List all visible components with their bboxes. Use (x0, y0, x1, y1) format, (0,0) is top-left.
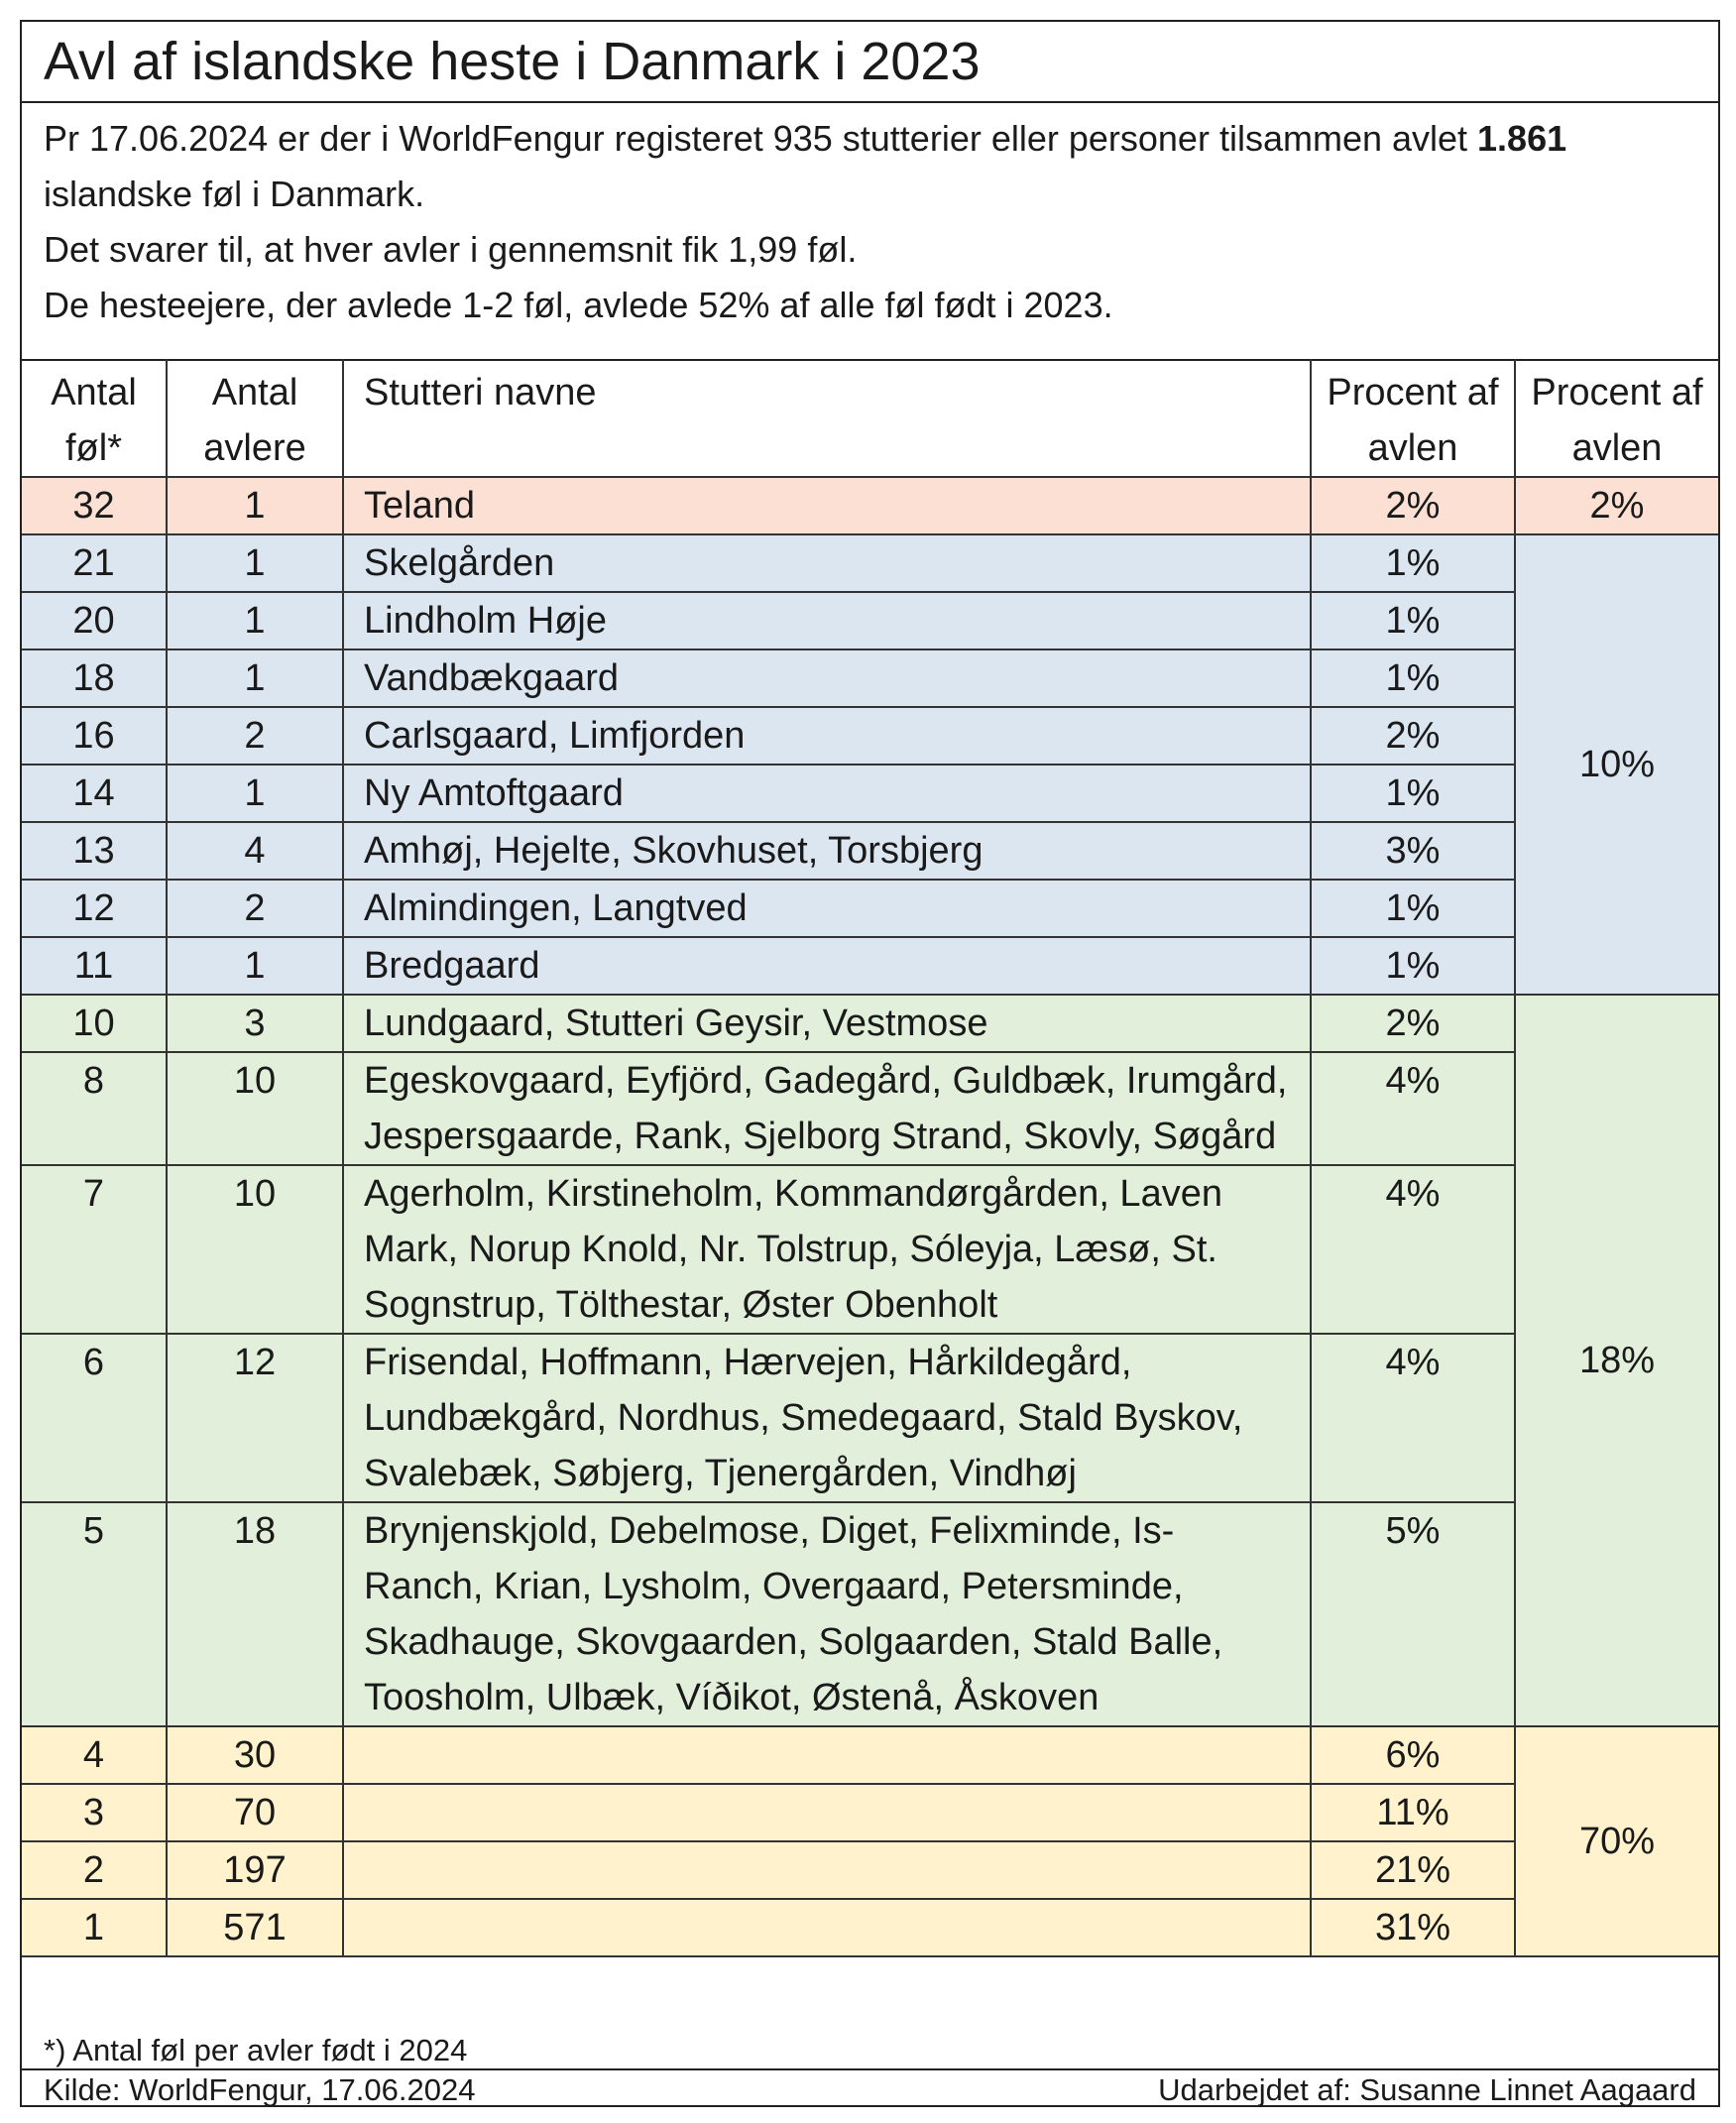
header-percent: Procent af avlen (1311, 360, 1515, 477)
author-credit: Udarbejdet af: Susanne Linnet Aagaard (1158, 2072, 1696, 2107)
intro-total-foals: 1.861 (1477, 118, 1567, 159)
header-group-percent: Procent af avlen (1515, 360, 1718, 477)
cell-foals: 12 (22, 880, 167, 937)
cell-breeders: 571 (167, 1899, 343, 1956)
cell-percent: 2% (1311, 707, 1515, 765)
title-box (22, 22, 1718, 103)
source-credit: Kilde: WorldFengur, 17.06.2024 (44, 2072, 476, 2107)
cell-foals: 14 (22, 765, 167, 822)
cell-names (343, 1899, 1311, 1956)
cell-percent: 1% (1311, 765, 1515, 822)
intro-text (44, 111, 1696, 333)
cell-breeders: 18 (167, 1502, 343, 1726)
cell-percent: 1% (1311, 649, 1515, 707)
cell-percent: 31% (1311, 1899, 1515, 1956)
cell-percent: 4% (1311, 1052, 1515, 1165)
intro-line-1-post: islandske føl i Danmark. (44, 174, 425, 214)
intro-line-3: De hesteejere, der avlede 1-2 føl, avlede 52% af alle føl født i 2023. (44, 285, 1113, 325)
cell-names: Skelgården (343, 534, 1311, 592)
header-foals: Antal føl* (22, 360, 167, 477)
cell-foals: 2 (22, 1841, 167, 1899)
cell-breeders: 1 (167, 937, 343, 995)
cell-names: Carlsgaard, Limfjorden (343, 707, 1311, 765)
cell-percent: 4% (1311, 1334, 1515, 1502)
header-breeders: Antal avlere (167, 360, 343, 477)
cell-names (343, 1841, 1311, 1899)
group-percent-cell: 10% (1515, 534, 1718, 995)
cell-breeders: 10 (167, 1052, 343, 1165)
cell-names: Almindingen, Langtved (343, 880, 1311, 937)
cell-breeders: 1 (167, 765, 343, 822)
cell-foals: 13 (22, 822, 167, 880)
group-percent-cell: 18% (1515, 995, 1718, 1726)
cell-breeders: 1 (167, 649, 343, 707)
cell-percent: 1% (1311, 880, 1515, 937)
cell-foals: 7 (22, 1165, 167, 1334)
cell-foals: 20 (22, 592, 167, 649)
table-row (22, 937, 1718, 995)
cell-foals: 10 (22, 995, 167, 1052)
cell-foals: 18 (22, 649, 167, 707)
cell-percent: 11% (1311, 1784, 1515, 1841)
cell-percent: 3% (1311, 822, 1515, 880)
cell-foals: 8 (22, 1052, 167, 1165)
cell-names: Lundgaard, Stutteri Geysir, Vestmose (343, 995, 1311, 1052)
cell-percent: 2% (1311, 477, 1515, 534)
cell-percent: 2% (1311, 995, 1515, 1052)
cell-foals: 21 (22, 534, 167, 592)
cell-names: Ny Amtoftgaard (343, 765, 1311, 822)
cell-names: Frisendal, Hoffmann, Hærvejen, Hårkildegård, Lundbækgård, Nordhus, Smedegaard, Stald Byskov, Svalebæk, Søbjerg, Tjenergården, Vindhøj (343, 1334, 1311, 1502)
cell-names: Egeskovgaard, Eyfjörd, Gadegård, Guldbæk, Irumgård, Jespersgaarde, Rank, Sjelborg Strand, Skovly, Søgård (343, 1052, 1311, 1165)
cell-foals: 3 (22, 1784, 167, 1841)
cell-breeders: 10 (167, 1165, 343, 1334)
intro-line-1-pre: Pr 17.06.2024 er der i WorldFengur registeret 935 stutterier eller personer tilsammen avlet (44, 118, 1478, 159)
header-names: Stutteri navne (343, 360, 1311, 477)
cell-foals: 5 (22, 1502, 167, 1726)
table-row (22, 995, 1718, 1052)
table-row (22, 1899, 1718, 1956)
cell-breeders: 2 (167, 707, 343, 765)
intro-line-2: Det svarer til, at hver avler i gennemsnit fik 1,99 føl. (44, 229, 858, 270)
table-row (22, 1784, 1718, 1841)
cell-names (343, 1784, 1311, 1841)
cell-breeders: 3 (167, 995, 343, 1052)
cell-foals: 4 (22, 1726, 167, 1784)
page-title: Avl af islandske heste i Danmark i 2023 (44, 32, 981, 91)
table-header-row (22, 360, 1718, 477)
cell-names: Teland (343, 477, 1311, 534)
cell-breeders: 4 (167, 822, 343, 880)
cell-breeders: 1 (167, 534, 343, 592)
table-row (22, 1502, 1718, 1726)
cell-percent: 4% (1311, 1165, 1515, 1334)
cell-breeders: 30 (167, 1726, 343, 1784)
cell-breeders: 2 (167, 880, 343, 937)
cell-names: Brynjenskjold, Debelmose, Diget, Felixminde, Is-Ranch, Krian, Lysholm, Overgaard, Petersminde, Skadhauge, Skovgaarden, Solgaarden, Stald Balle, Toosholm, Ulbæk, Víðikot, Østenå, Åskoven (343, 1502, 1311, 1726)
cell-percent: 1% (1311, 534, 1515, 592)
group-percent-cell: 2% (1515, 477, 1718, 534)
cell-breeders: 12 (167, 1334, 343, 1502)
table-row (22, 592, 1718, 649)
cell-percent: 6% (1311, 1726, 1515, 1784)
cell-names: Bredgaard (343, 937, 1311, 995)
group-percent-cell: 70% (1515, 1726, 1718, 1956)
cell-breeders: 70 (167, 1784, 343, 1841)
cell-names: Agerholm, Kirstineholm, Kommandørgården, Laven Mark, Norup Knold, Nr. Tolstrup, Sóleyja, Læsø, St. Sognstrup, Tölthestar, Øster Obenholt (343, 1165, 1311, 1334)
table-row (22, 534, 1718, 592)
table-row (22, 1841, 1718, 1899)
cell-breeders: 1 (167, 592, 343, 649)
table-row (22, 477, 1718, 534)
intro-line-1 (44, 111, 1696, 222)
cell-percent: 5% (1311, 1502, 1515, 1726)
table-row (22, 1334, 1718, 1502)
cell-names: Amhøj, Hejelte, Skovhuset, Torsbjerg (343, 822, 1311, 880)
breeding-table (22, 359, 1718, 1957)
cell-breeders: 197 (167, 1841, 343, 1899)
cell-percent: 1% (1311, 937, 1515, 995)
cell-foals: 11 (22, 937, 167, 995)
footnote: *) Antal føl per avler født i 2024 (44, 2033, 468, 2067)
infographic-frame (20, 20, 1720, 2107)
cell-percent: 1% (1311, 592, 1515, 649)
cell-breeders: 1 (167, 477, 343, 534)
cell-percent: 21% (1311, 1841, 1515, 1899)
cell-foals: 6 (22, 1334, 167, 1502)
table-row (22, 649, 1718, 707)
table-row (22, 1052, 1718, 1165)
cell-foals: 1 (22, 1899, 167, 1956)
cell-names (343, 1726, 1311, 1784)
table-row (22, 707, 1718, 765)
cell-foals: 32 (22, 477, 167, 534)
table-row (22, 1165, 1718, 1334)
table-row (22, 880, 1718, 937)
table-row (22, 1726, 1718, 1784)
cell-foals: 16 (22, 707, 167, 765)
table-row (22, 765, 1718, 822)
cell-names: Vandbækgaard (343, 649, 1311, 707)
table-row (22, 822, 1718, 880)
cell-names: Lindholm Høje (343, 592, 1311, 649)
